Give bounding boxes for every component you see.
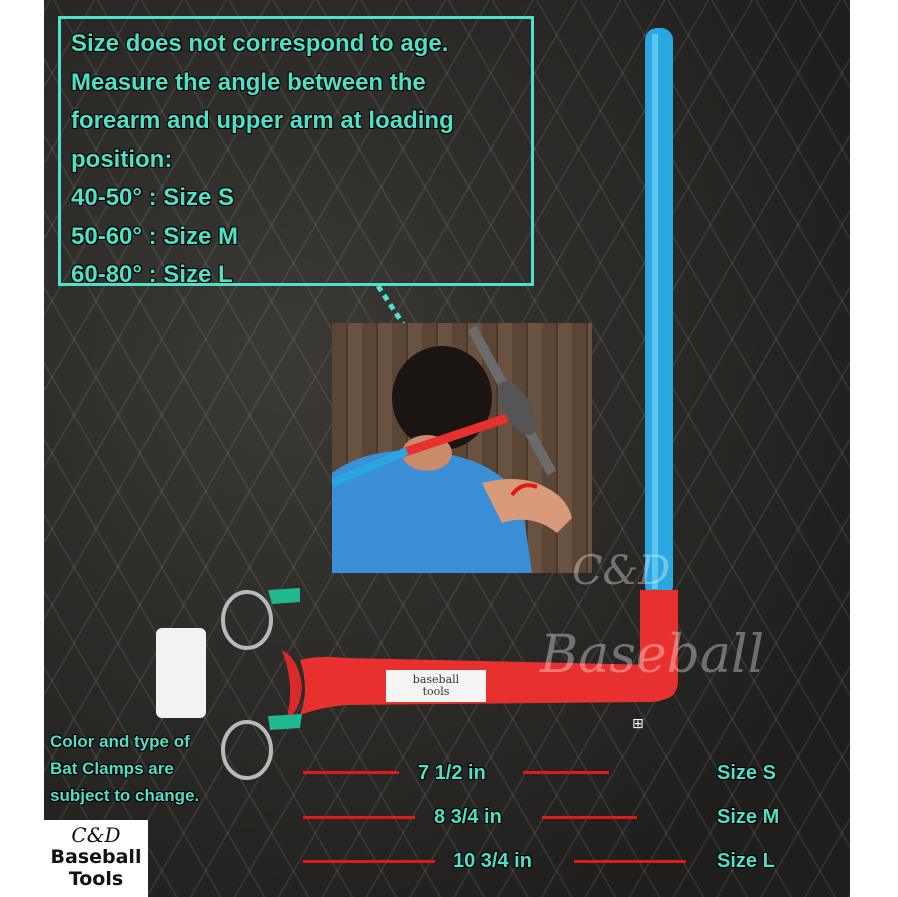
product-label-line-2: tools: [422, 685, 450, 698]
product-label-line-1: baseball: [412, 673, 460, 686]
product-label-text: [386, 674, 486, 698]
top-clamp: [223, 592, 271, 648]
info-line-size-m: 50-60° : Size M: [71, 222, 238, 250]
size-label-m: Size M: [717, 806, 780, 828]
measure-length-m: 8 3/4 in: [434, 806, 502, 828]
info-line-size-s: 40-50° : Size S: [71, 184, 235, 211]
info-line-3: forearm and upper arm at loading: [71, 107, 454, 134]
watermark-cd: C&D: [572, 548, 671, 594]
red-tube-tip: [282, 650, 302, 720]
clamp-note: [50, 728, 199, 809]
batter-photo: [332, 323, 592, 573]
measure-line-l-left: [303, 860, 435, 863]
bottom-clamp-wing: [268, 714, 302, 730]
blue-tube: [645, 28, 673, 598]
measure-length-l: 10 3/4 in: [453, 850, 532, 872]
measure-line-s-left: [303, 771, 399, 774]
blue-tube-highlight: [652, 34, 658, 589]
logo-line-3: Tools: [68, 868, 124, 890]
clamp-note-line-1: Color and type of: [50, 732, 190, 751]
top-clamp-wing: [268, 588, 300, 604]
brand-logo: [44, 820, 148, 897]
watermark-baseball: Baseball: [540, 625, 765, 685]
measure-line-l-right: [574, 860, 686, 863]
white-bat-clamp-pad: [156, 628, 206, 718]
logo-line-1: C&D: [71, 823, 121, 847]
measure-line-m-left: [303, 816, 415, 819]
measure-line-m-right: [542, 816, 637, 819]
measure-length-s: 7 1/2 in: [418, 762, 486, 784]
batter-head: [392, 346, 492, 450]
size-label-l: Size L: [717, 850, 775, 872]
clamp-note-line-3: subject to change.: [50, 786, 200, 805]
info-line-4: position:: [71, 145, 173, 173]
size-label-s: Size S: [717, 762, 776, 784]
info-line-2: Measure the angle between the: [71, 68, 426, 96]
bottom-clamp: [223, 722, 271, 778]
crosshair-icon: ⊞: [632, 716, 644, 732]
info-line-1: Size does not correspond to age.: [71, 30, 449, 57]
logo-line-2: Baseball: [50, 846, 142, 868]
clamp-note-line-2: Bat Clamps are: [50, 759, 174, 778]
info-line-size-l: 60-80° : Size L: [71, 261, 233, 288]
batter-photo-drawing: [332, 323, 592, 573]
size-guide-box: [58, 16, 534, 286]
measure-line-s-right: [523, 771, 609, 774]
